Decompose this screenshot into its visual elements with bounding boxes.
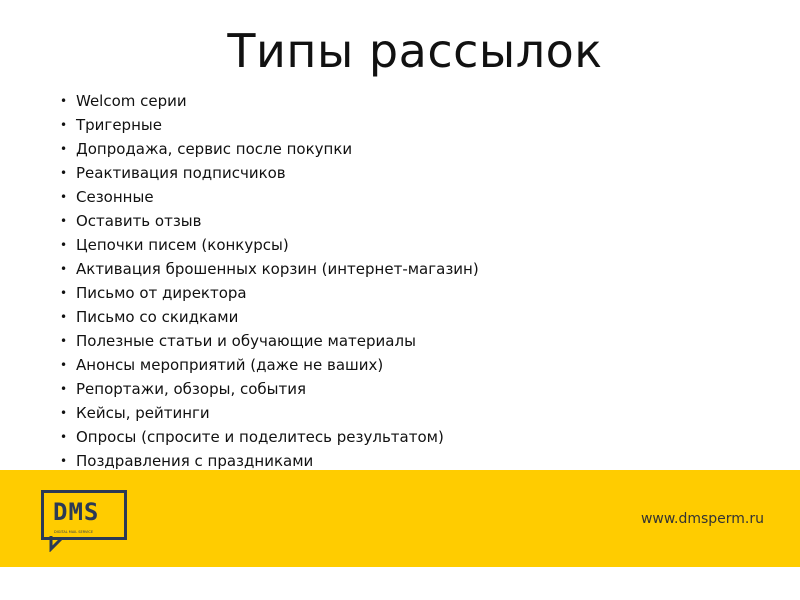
bullet-icon: •: [60, 262, 68, 276]
list-item: [60, 89, 479, 113]
list-item-text: Сезонные: [76, 188, 154, 206]
bullet-icon: •: [60, 406, 68, 420]
list-item: [60, 185, 479, 209]
list-item: [60, 425, 479, 449]
bullet-icon: •: [60, 454, 68, 468]
dms-logo: [41, 490, 133, 554]
bullet-icon: •: [60, 334, 68, 348]
list-item: [60, 233, 479, 257]
bullet-icon: •: [60, 118, 68, 132]
list-item: [60, 377, 479, 401]
website-link[interactable]: www.dmsperm.ru: [640, 511, 764, 527]
slide-title: Типы рассылок: [227, 24, 603, 78]
bullet-icon: •: [60, 190, 68, 204]
list-item-text: Кейсы, рейтинги: [76, 404, 210, 422]
bullet-icon: •: [60, 238, 68, 252]
bullet-icon: •: [60, 430, 68, 444]
bullet-icon: •: [60, 310, 68, 324]
list-item: [60, 401, 479, 425]
list-item-text: Реактивация подписчиков: [76, 164, 286, 182]
list-item-text: Цепочки писем (конкурсы): [76, 236, 289, 254]
speech-tail-icon: [49, 536, 69, 552]
list-item: [60, 161, 479, 185]
logo-frame: [41, 490, 127, 540]
list-item: [60, 281, 479, 305]
list-item-text: Welcom серии: [76, 92, 187, 110]
logo-subtext: DIGITAL MAIL SERVICE: [54, 530, 94, 534]
list-item-text: Активация брошенных корзин (интернет-магазин): [76, 260, 479, 278]
bullet-icon: •: [60, 214, 68, 228]
list-item: [60, 257, 479, 281]
list-item-text: Опросы (спросите и поделитесь результатом): [76, 428, 444, 446]
bullet-list: [60, 89, 479, 473]
logo-text: DMS: [53, 498, 100, 526]
bullet-icon: •: [60, 166, 68, 180]
list-item-text: Репортажи, обзоры, события: [76, 380, 307, 398]
list-item-text: Допродажа, сервис после покупки: [76, 140, 353, 158]
bullet-icon: •: [60, 382, 68, 396]
list-item: [60, 353, 479, 377]
list-item-text: Тригерные: [76, 116, 162, 134]
list-item: [60, 305, 479, 329]
list-item: [60, 329, 479, 353]
list-item: [60, 137, 479, 161]
list-item: [60, 209, 479, 233]
bullet-icon: •: [60, 286, 68, 300]
list-item-text: Письмо со скидками: [76, 308, 239, 326]
list-item-text: Анонсы мероприятий (даже не ваших): [76, 356, 384, 374]
bullet-icon: •: [60, 94, 68, 108]
list-item: [60, 113, 479, 137]
list-item-text: Поздравления с праздниками: [76, 452, 314, 470]
bullet-icon: •: [60, 142, 68, 156]
bullet-icon: •: [60, 358, 68, 372]
list-item-text: Письмо от директора: [76, 284, 247, 302]
list-item-text: Оставить отзыв: [76, 212, 202, 230]
list-item-text: Полезные статьи и обучающие материалы: [76, 332, 416, 350]
